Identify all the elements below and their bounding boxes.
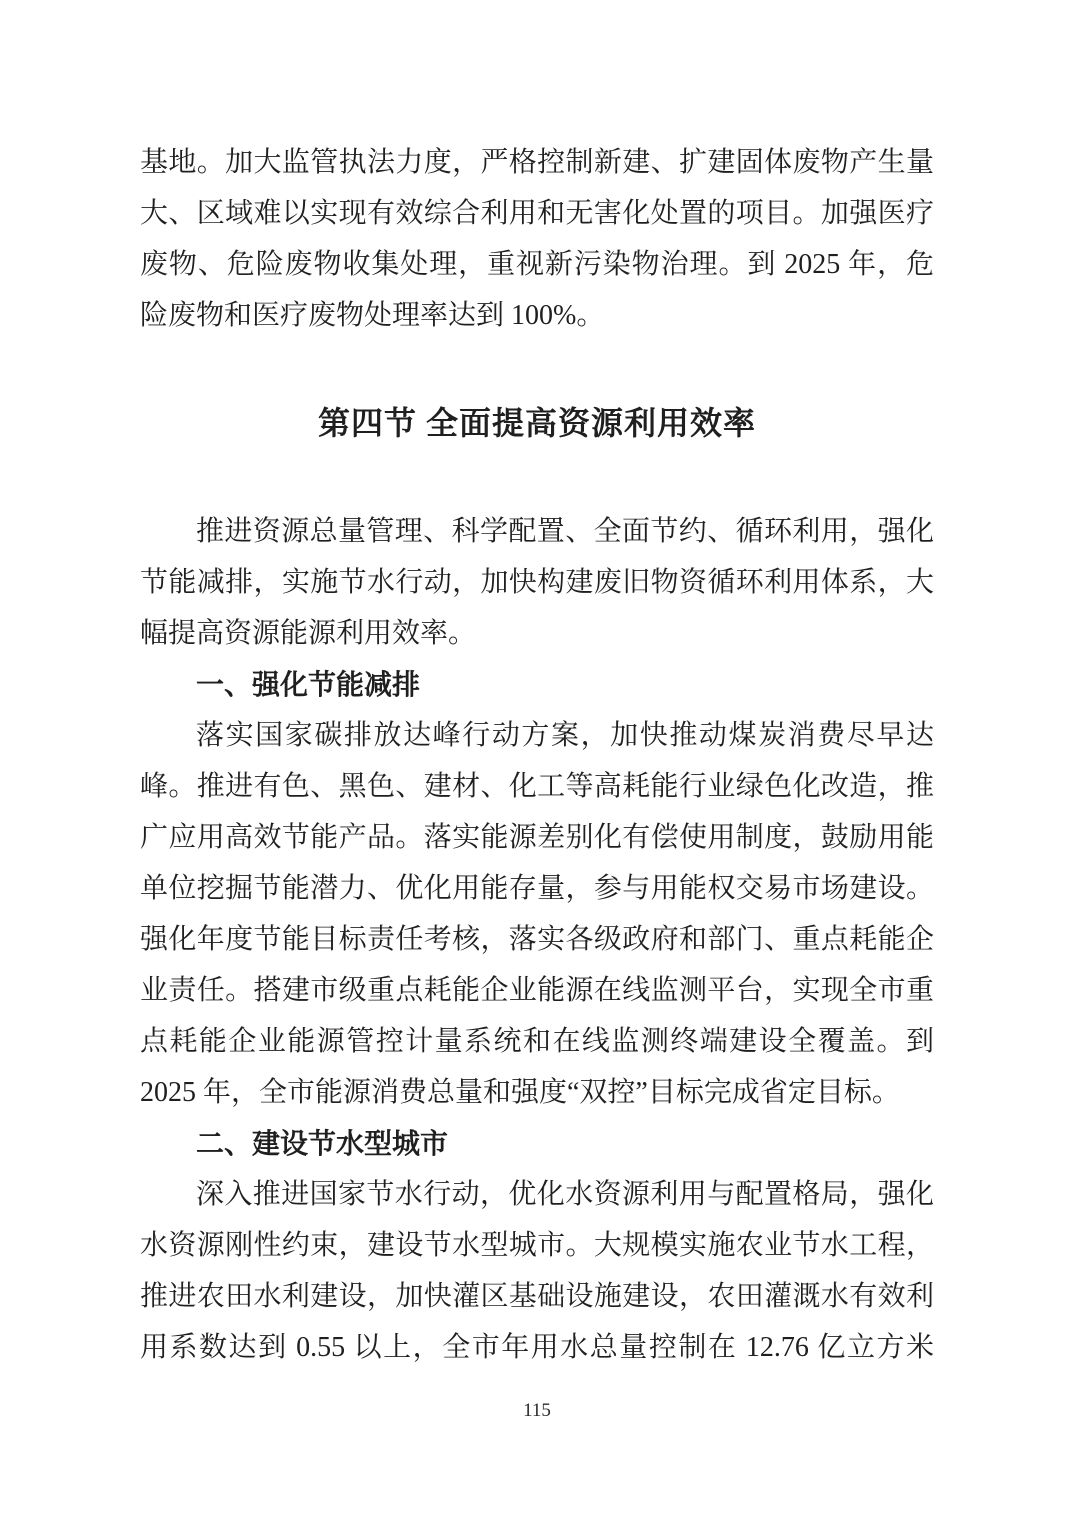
text-line: 险废物和医疗废物处理率达到 100%。 (140, 300, 605, 331)
text-line: 强化年度节能目标责任考核，落实各级政府和部门、重点耗能企 (140, 924, 934, 955)
page-number: 115 (523, 1400, 551, 1421)
paragraph (140, 710, 934, 1118)
document-body (140, 137, 934, 1373)
text-line: 点耗能企业能源管控计量系统和在线监测终端建设全覆盖。到 (140, 1026, 934, 1057)
section-heading: 第四节 全面提高资源利用效率 (317, 405, 756, 441)
text-line: 用系数达到 0.55 以上，全市年用水总量控制在 12.76 亿立方米 (140, 1332, 934, 1363)
paragraph (140, 506, 934, 659)
subsection-heading: 二、建设节水型城市 (196, 1128, 449, 1159)
text-line: 深入推进国家节水行动，优化水资源利用与配置格局，强化 (196, 1179, 934, 1210)
text-line: 大、区域难以实现有效综合利用和无害化处置的项目。加强医疗 (140, 198, 934, 229)
text-line: 单位挖掘节能潜力、优化用能存量，参与用能权交易市场建设。 (140, 873, 934, 904)
text-line: 幅提高资源能源利用效率。 (140, 618, 477, 649)
paragraph (140, 1169, 934, 1373)
text-line: 广应用高效节能产品。落实能源差别化有偿使用制度，鼓励用能 (140, 822, 934, 853)
text-line: 推进农田水利建设，加快灌区基础设施建设，农田灌溉水有效利 (140, 1281, 934, 1312)
subsection-heading: 一、强化节能减排 (196, 669, 421, 700)
text-line: 推进资源总量管理、科学配置、全面节约、循环利用，强化 (196, 516, 934, 547)
text-line: 基地。加大监管执法力度，严格控制新建、扩建固体废物产生量 (140, 147, 934, 178)
text-line: 峰。推进有色、黑色、建材、化工等高耗能行业绿色化改造，推 (140, 771, 934, 802)
text-line: 2025 年，全市能源消费总量和强度“双控”目标完成省定目标。 (140, 1077, 900, 1108)
text-line: 落实国家碳排放达峰行动方案，加快推动煤炭消费尽早达 (196, 720, 934, 751)
text-line: 水资源刚性约束，建设节水型城市。大规模实施农业节水工程， (140, 1230, 934, 1261)
text-line: 节能减排，实施节水行动，加快构建废旧物资循环利用体系，大 (140, 567, 934, 598)
text-line: 废物、危险废物收集处理，重视新污染物治理。到 2025 年，危 (140, 249, 934, 280)
paragraph (140, 137, 934, 341)
text-line: 业责任。搭建市级重点耗能企业能源在线监测平台，实现全市重 (140, 975, 934, 1006)
